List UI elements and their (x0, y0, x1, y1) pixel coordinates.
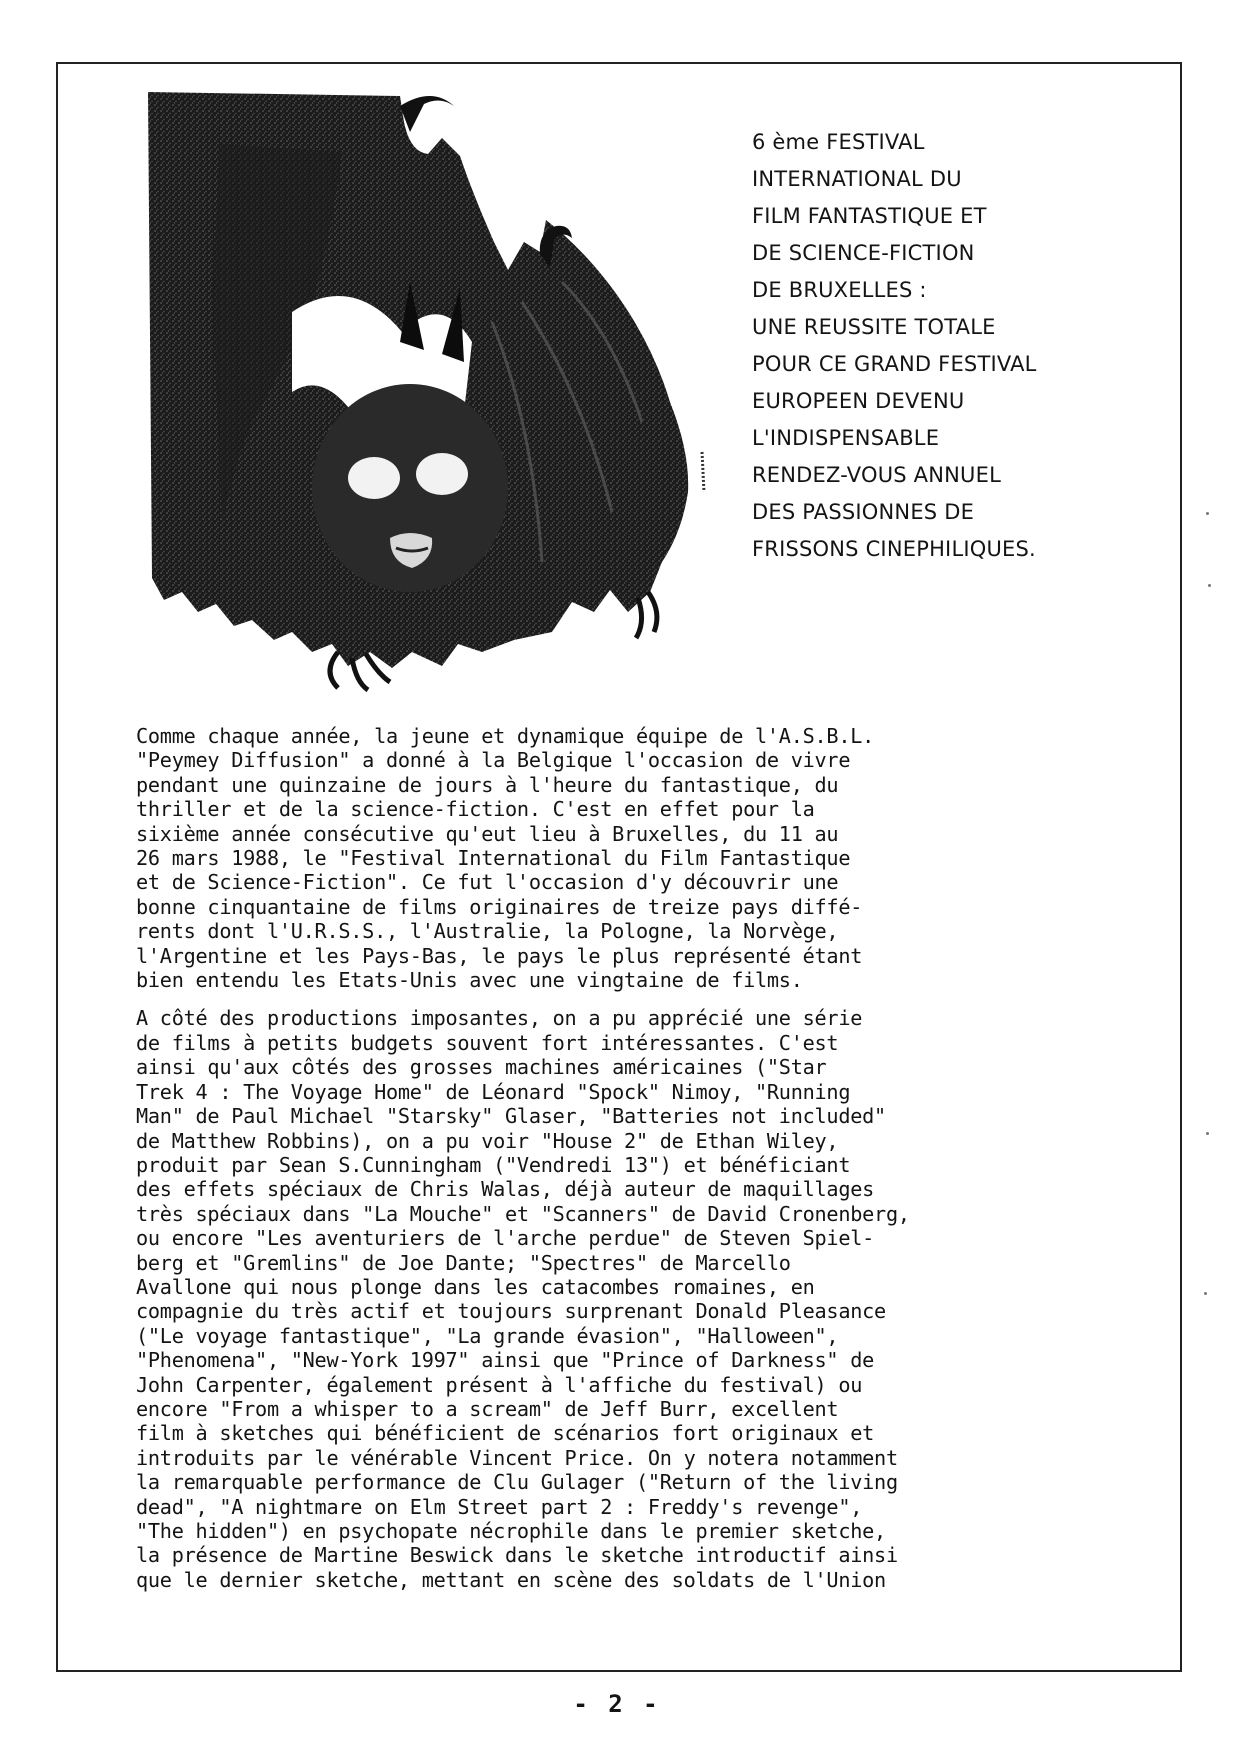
headline (752, 124, 1132, 568)
text-line: ainsi qu'aux côtés des grosses machines américaines ("Star (136, 1055, 827, 1080)
scan-speck (1208, 584, 1211, 587)
text-line: John Carpenter, également présent à l'affiche du festival) ou (136, 1372, 863, 1397)
text-line: l'Argentine et les Pays-Bas, le pays le plus représenté étant (136, 943, 863, 968)
article-body (136, 724, 1156, 1606)
text-line: bonne cinquantaine de films originaires de treize pays diffé- (136, 894, 863, 919)
text-line: Comme chaque année, la jeune et dynamique équipe de l'A.S.B.L. (136, 724, 875, 748)
text-line: 26 mars 1988, le "Festival International du Film Fantastique (136, 846, 851, 871)
text-line: compagnie du très actif et toujours surprenant Donald Pleasance (136, 1299, 886, 1324)
text-line: introduits par le vénérable Vincent Price. On y notera notamment (136, 1445, 898, 1470)
text-line: de films à petits budgets souvent fort intéressantes. C'est (136, 1030, 839, 1055)
text-line: rents dont l'U.R.S.S., l'Australie, la Pologne, la Norvège, (136, 919, 839, 944)
bat-creature-illustration (142, 92, 732, 702)
page-number: - 2 - (573, 1690, 661, 1718)
text-line: encore "From a whisper to a scream" de Jeff Burr, excellent (136, 1396, 839, 1421)
headline-line: UNE REUSSITE TOTALE (752, 315, 996, 339)
headline-line: FRISSONS CINEPHILIQUES. (752, 537, 1036, 561)
text-line: ou encore "Les aventuriers de l'arche perdue" de Steven Spiel- (136, 1226, 875, 1251)
headline-line: INTERNATIONAL DU (752, 167, 962, 191)
text-line: pendant une quinzaine de jours à l'heure du fantastique, du (136, 772, 839, 797)
headline-line: DE SCIENCE-FICTION (752, 241, 975, 265)
headline-line: POUR CE GRAND FESTIVAL (752, 352, 1037, 376)
scan-speck (1206, 1132, 1209, 1135)
text-line: "Peymey Diffusion" a donné à la Belgique l'occasion de vivre (136, 748, 851, 773)
headline-line: DE BRUXELLES : (752, 278, 927, 302)
paragraph-2 (136, 1006, 1156, 1592)
scan-speck (1204, 1292, 1207, 1295)
text-line: A côté des productions imposantes, on a pu apprécié une série (136, 1006, 863, 1031)
headline-line: DES PASSIONNES DE (752, 500, 975, 524)
headline-line: EUROPEEN DEVENU (752, 389, 965, 413)
paragraph-1 (136, 724, 1156, 992)
headline-line: FILM FANTASTIQUE ET (752, 204, 987, 228)
text-line: "Phenomena", "New-York 1997" ainsi que "Prince of Darkness" de (136, 1348, 875, 1373)
text-line: bien entendu les Etats-Unis avec une vingtaine de films. (136, 968, 803, 993)
text-line: dead", "A nightmare on Elm Street part 2 : Freddy's revenge", (136, 1494, 863, 1519)
text-line: des effets spéciaux de Chris Walas, déjà auteur de maquillages (136, 1177, 875, 1202)
text-line: Man" de Paul Michael "Starsky" Glaser, "Batteries not included" (136, 1104, 886, 1129)
headline-line: L'INDISPENSABLE (752, 426, 940, 450)
text-line: très spéciaux dans "La Mouche" et "Scanners" de David Cronenberg, (136, 1201, 910, 1226)
page-frame (56, 62, 1182, 1672)
headline-line: 6 ème FESTIVAL (752, 130, 925, 154)
text-line: berg et "Gremlins" de Joe Dante; "Spectres" de Marcello (136, 1250, 791, 1275)
text-line: ("Le voyage fantastique", "La grande évasion", "Halloween", (136, 1323, 839, 1348)
text-line: la présence de Martine Beswick dans le sketche introductif ainsi (136, 1543, 898, 1568)
text-line: film à sketches qui bénéficient de scénarios fort originaux et (136, 1421, 875, 1446)
text-line: Avallone qui nous plonge dans les catacombes romaines, en (136, 1274, 815, 1299)
text-line: et de Science-Fiction". Ce fut l'occasion d'y découvrir une (136, 870, 839, 895)
text-line: sixième année consécutive qu'eut lieu à Bruxelles, du 11 au (136, 821, 839, 846)
text-line: "The hidden") en psychopate nécrophile dans le premier sketche, (136, 1519, 886, 1543)
text-line: que le dernier sketche, mettant en scène des soldats de l'Union (136, 1567, 886, 1592)
scan-speck (1206, 512, 1209, 515)
text-line: Trek 4 : The Voyage Home" de Léonard "Spock" Nimoy, "Running (136, 1079, 851, 1104)
text-line: thriller et de la science-fiction. C'est en effet pour la (136, 797, 815, 822)
text-line: produit par Sean S.Cunningham ("Vendredi 13") et bénéficiant (136, 1152, 851, 1177)
headline-line: RENDEZ-VOUS ANNUEL (752, 463, 1001, 487)
text-line: de Matthew Robbins), on a pu voir "House 2" de Ethan Wiley, (136, 1128, 839, 1153)
text-line: la remarquable performance de Clu Gulager ("Return of the living (136, 1470, 898, 1495)
